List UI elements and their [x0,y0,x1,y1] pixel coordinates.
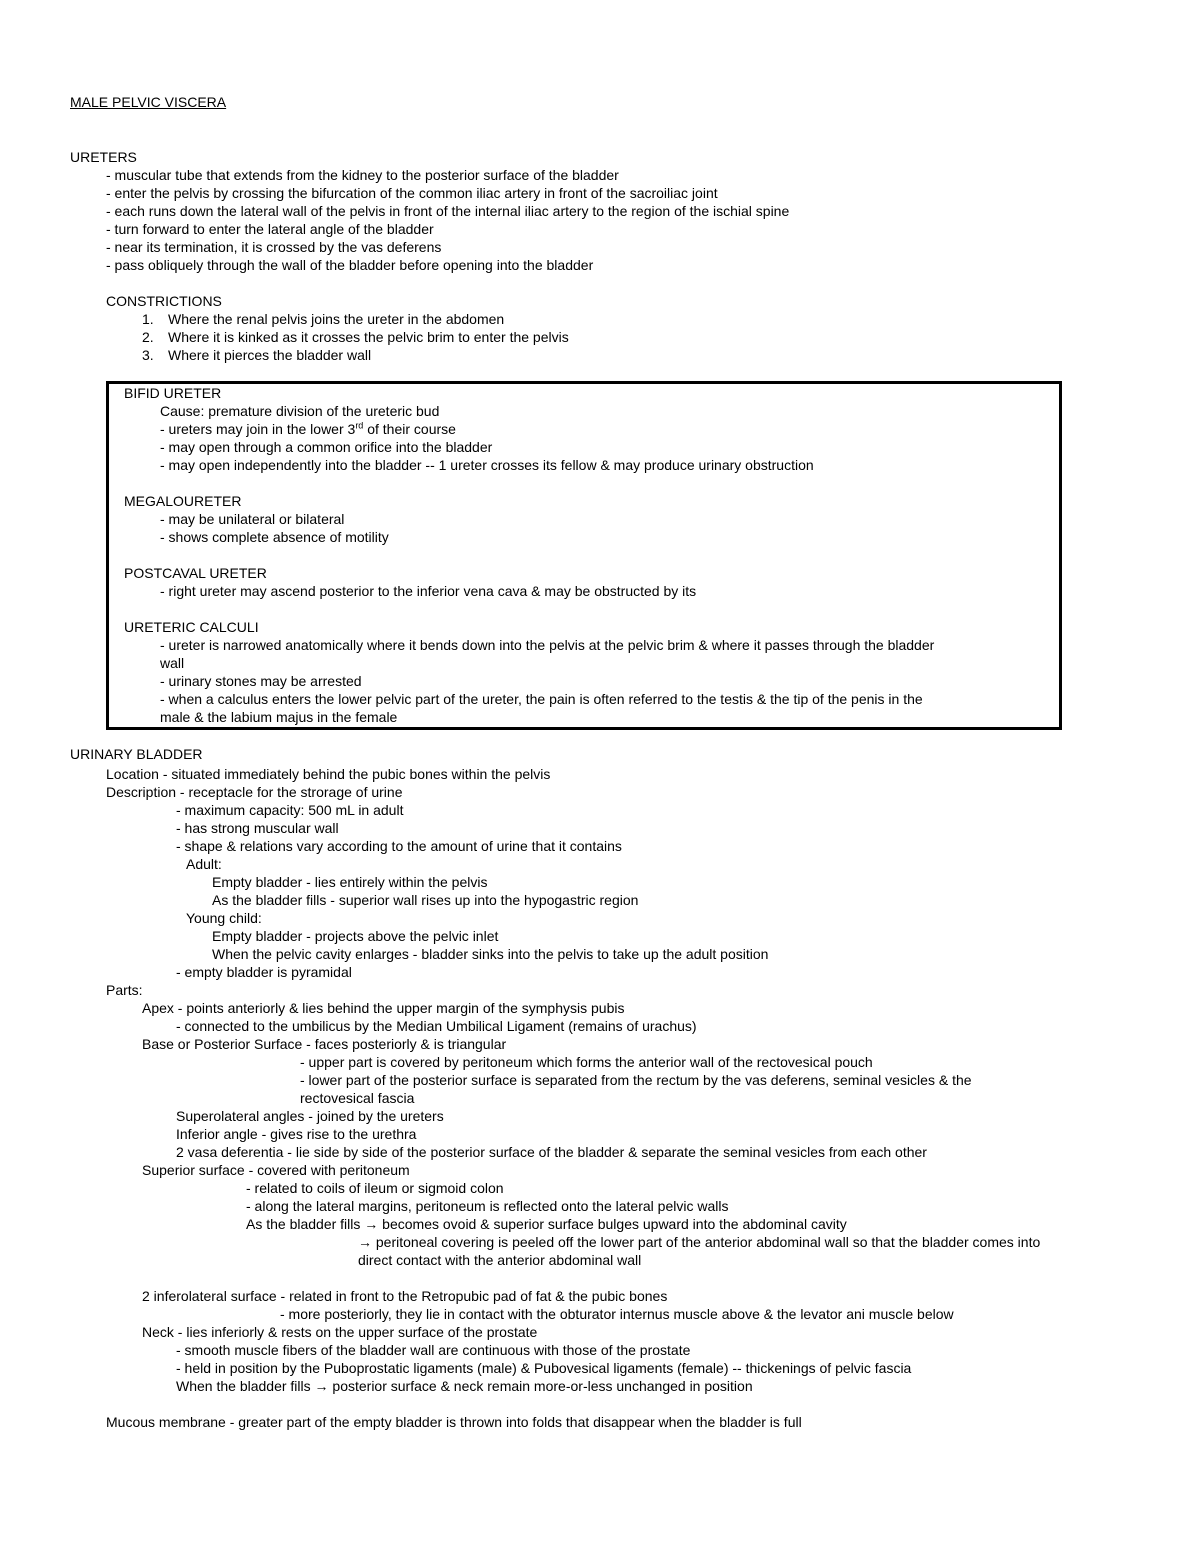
ureters-bullet: - enter the pelvis by crossing the bifurcation of the common iliac artery in front of the sacroiliac joint [106,185,718,201]
inferior-angle: Inferior angle - gives rise to the urethra [176,1126,417,1142]
description-bullet: - maximum capacity: 500 mL in adult [176,802,404,818]
constriction-item: Where the renal pelvis joins the ureter in the abdomen [168,311,505,327]
description-bullet: - shape & relations vary according to the amount of urine that it contains [176,838,622,854]
base-bullet: - upper part is covered by peritoneum which forms the anterior wall of the rectovesical pouch [300,1054,873,1070]
bifid-bullet: - may open independently into the bladder -- 1 ureter crosses its fellow & may produce urinary obstruction [160,457,814,473]
page-title: MALE PELVIC VISCERA [70,94,227,110]
calculi-bullet: - ureter is narrowed anatomically where it bends down into the pelvis at the pelvic brim & where it passes through the bladder [160,637,935,653]
ureters-bullet: - each runs down the lateral wall of the pelvis in front of the internal iliac artery to the region of the ischial spine [106,203,790,219]
superolateral-angles: Superolateral angles - joined by the ureters [176,1108,444,1124]
constriction-number: 2. [142,329,154,345]
superior-surface-line: Superior surface - covered with peritoneum [142,1162,410,1178]
postcaval-heading: POSTCAVAL URETER [124,565,267,581]
constriction-item: Where it pierces the bladder wall [168,347,372,363]
apex-line: Apex - points anteriorly & lies behind the upper margin of the symphysis pubis [142,1000,625,1016]
superior-fill-line-continued: direct contact with the anterior abdominal wall [358,1252,642,1268]
inferolateral-bullet: - more posteriorly, they lie in contact with the obturator internus muscle above & the levator ani muscle below [280,1306,954,1322]
calculi-bullet-continued: male & the labium majus in the female [160,709,398,725]
young-child-item: Empty bladder - projects above the pelvic inlet [212,928,499,944]
neck-bullet: - held in position by the Puboprostatic ligaments (male) & Pubovesical ligaments (female) -- thickenings of pelvic fascia [176,1360,912,1376]
adult-item: As the bladder fills - superior wall rises up into the hypogastric region [212,892,639,908]
bladder-location: Location - situated immediately behind the pubic bones within the pelvis [106,766,551,782]
bifid-bullet: - ureters may join in the lower 3rd of their course [160,420,456,437]
bladder-description: Description - receptacle for the strorage of urine [106,784,403,800]
superior-bullet: - related to coils of ileum or sigmoid colon [246,1180,504,1196]
bifid-ureter-heading: BIFID URETER [124,385,222,401]
inferolateral-line: 2 inferolateral surface - related in front to the Retropubic pad of fat & the pubic bones [142,1288,668,1304]
adult-label: Adult: [186,856,222,872]
superior-bullet: - along the lateral margins, peritoneum is reflected onto the lateral pelvic walls [246,1198,729,1214]
calculi-bullet-continued: wall [160,655,185,671]
calculi-bullet: - urinary stones may be arrested [160,673,362,689]
ureters-bullet: - near its termination, it is crossed by the vas deferens [106,239,442,255]
superior-fill-line: As the bladder fills → becomes ovoid & superior surface bulges upward into the abdominal cavity [246,1216,847,1232]
postcaval-bullet: - right ureter may ascend posterior to the inferior vena cava & may be obstructed by its [160,583,697,599]
neck-bullet: - smooth muscle fibers of the bladder wall are continuous with those of the prostate [176,1342,691,1358]
neck-fill-line: When the bladder fills → posterior surface & neck remain more-or-less unchanged in position [176,1378,753,1394]
ureters-bullet: - pass obliquely through the wall of the bladder before opening into the bladder [106,257,594,273]
superior-fill-line: → peritoneal covering is peeled off the lower part of the anterior abdominal wall so that the bladder comes into [358,1234,1041,1250]
neck-line: Neck - lies inferiorly & rests on the upper surface of the prostate [142,1324,538,1340]
constriction-number: 3. [142,347,154,363]
megaloureter-bullet: - shows complete absence of motility [160,529,389,545]
apex-bullet: - connected to the umbilicus by the Median Umbilical Ligament (remains of urachus) [176,1018,697,1034]
description-bullet: - empty bladder is pyramidal [176,964,352,980]
base-bullet-continued: rectovesical fascia [300,1090,415,1106]
bifid-cause: Cause: premature division of the ureteric bud [160,403,440,419]
ureters-bullet: - muscular tube that extends from the kidney to the posterior surface of the bladder [106,167,619,183]
description-bullet: - has strong muscular wall [176,820,339,836]
parts-label: Parts: [106,982,143,998]
constriction-number: 1. [142,311,154,327]
vasa-deferentia: 2 vasa deferentia - lie side by side of the posterior surface of the bladder & separate the seminal vesicles from each other [176,1144,927,1160]
ureters-bullet: - turn forward to enter the lateral angle of the bladder [106,221,434,237]
adult-item: Empty bladder - lies entirely within the pelvis [212,874,488,890]
young-child-item: When the pelvic cavity enlarges - bladder sinks into the pelvis to take up the adult position [212,946,769,962]
megaloureter-heading: MEGALOURETER [124,493,242,509]
megaloureter-bullet: - may be unilateral or bilateral [160,511,345,527]
constrictions-heading: CONSTRICTIONS [106,293,222,309]
bifid-bullet: - may open through a common orifice into the bladder [160,439,493,455]
calculi-heading: URETERIC CALCULI [124,619,259,635]
young-child-label: Young child: [186,910,262,926]
constriction-item: Where it is kinked as it crosses the pelvic brim to enter the pelvis [168,329,569,345]
section-heading-ureters: URETERS [70,149,137,165]
section-heading-bladder: URINARY BLADDER [70,746,203,762]
mucous-membrane-line: Mucous membrane - greater part of the empty bladder is thrown into folds that disappear when the bladder is full [106,1414,802,1430]
base-line: Base or Posterior Surface - faces posteriorly & is triangular [142,1036,507,1052]
base-bullet: - lower part of the posterior surface is separated from the rectum by the vas deferens, seminal vesicles & the [300,1072,972,1088]
calculi-bullet: - when a calculus enters the lower pelvic part of the ureter, the pain is often referred to the testis & the tip of the penis in the [160,691,923,707]
